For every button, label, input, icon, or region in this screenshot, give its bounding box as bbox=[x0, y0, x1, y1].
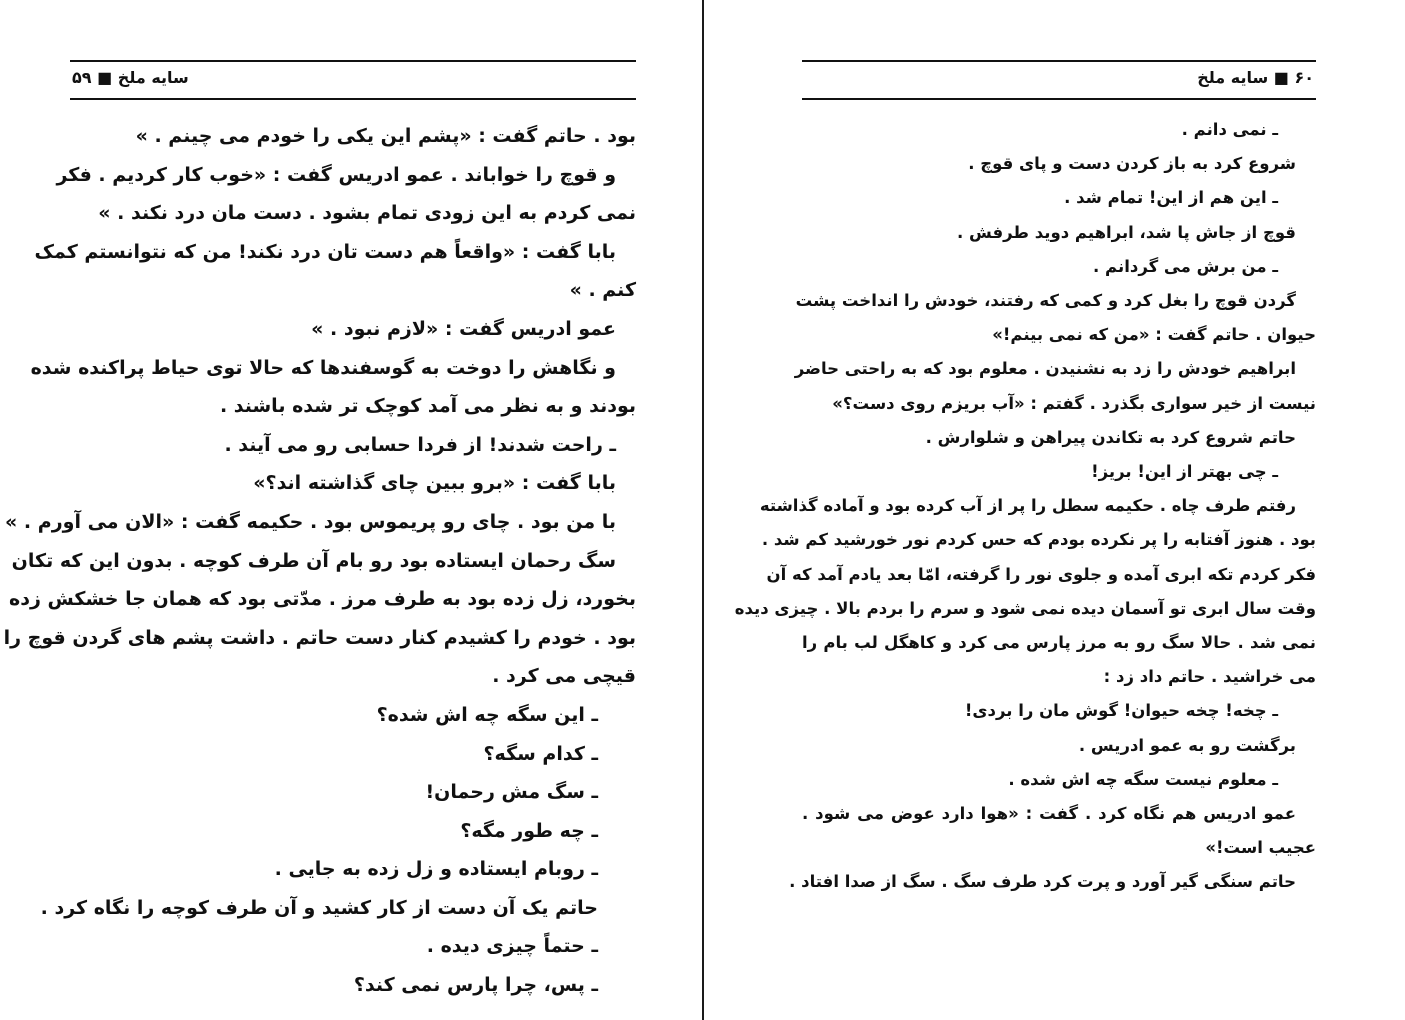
text-line: نمی شد . حالا سگ رو به مرز پارس می کرد و کاهگل لب بام را bbox=[802, 633, 1316, 653]
text-line: بخورد، زل زده بود به طرف مرز . مدّتی بود که همان جا خشکش زده bbox=[9, 588, 636, 611]
header-top-rule bbox=[802, 60, 1316, 62]
text-line: سگ رحمان ایستاده بود رو بام آن طرف کوچه . بدون این که تکان bbox=[11, 549, 616, 572]
text-line: نیست از خیر سواری بگذرد . گفتم : «آب بریزم روی دست؟» bbox=[832, 393, 1316, 413]
right-page bbox=[734, 0, 1316, 1020]
text-line: قوچ از جاش پا شد، ابراهیم دوید طرفش . bbox=[957, 222, 1296, 242]
text-line: بود . هنوز آفتابه را پر نکرده بودم که حس کردم نور خورشید کم شد . bbox=[761, 530, 1316, 550]
book-gutter bbox=[702, 0, 704, 1020]
text-line: ـ نمی دانم . bbox=[1181, 120, 1278, 139]
text-line: حیوان . حاتم گفت : «من که نمی بینم!» bbox=[992, 325, 1316, 345]
text-line: ـ من برش می گردانم . bbox=[1093, 256, 1278, 276]
left-page bbox=[3, 0, 636, 1020]
text-line: کنم . » bbox=[569, 279, 636, 302]
text-line: ـ سگ مش رحمان! bbox=[425, 781, 598, 804]
running-header: ۶۰ ■ سایه ملخ bbox=[1197, 68, 1314, 87]
text-line: فکر کردم تکه ابری آمده و جلوی نور را گرفته، امّا بعد یادم آمد که آن bbox=[766, 564, 1316, 584]
text-line: ـ راحت شدند! از فردا حسابی رو می آیند . bbox=[224, 433, 616, 456]
text-line: ـ این هم از این! تمام شد . bbox=[1064, 188, 1278, 208]
text-line: حاتم شروع کرد به تکاندن پیراهن و شلوارش . bbox=[925, 427, 1296, 447]
text-line: ـ کدام سگه؟ bbox=[483, 742, 598, 765]
running-header: سایه ملخ ■ ۵۹ bbox=[72, 68, 189, 87]
text-line: وقت سال ابری تو آسمان دیده نمی شود و سرم را بردم بالا . چیزی دیده bbox=[734, 598, 1316, 618]
text-line: بودند و به نظر می آمد کوچک تر شده باشند . bbox=[219, 395, 636, 418]
text-line: و نگاهش را دوخت به گوسفندها که حالا توی حیاط پراکنده شده bbox=[30, 356, 616, 379]
text-line: و قوچ را خواباند . عمو ادریس گفت : «خوب کار کردیم . فکر bbox=[56, 163, 616, 186]
text-line: رفتم طرف چاه . حکیمه سطل را پر از آب کرده بود و آماده گذاشته bbox=[759, 496, 1296, 516]
text-line: ـ چی بهتر از این! بریز! bbox=[1091, 462, 1278, 482]
text-line: ـ پس، چرا پارس نمی کند؟ bbox=[353, 974, 598, 997]
text-line: می خراشید . حاتم داد زد : bbox=[1103, 667, 1316, 687]
text-line: ـ معلوم نیست سگه چه اش شده . bbox=[1008, 769, 1278, 789]
text-line: نمی کردم به این زودی تمام بشود . دست مان درد نکند . » bbox=[98, 202, 636, 225]
page-body-text bbox=[3, 117, 636, 1005]
text-line: ـ چخه! چخه حیوان! گوش مان را بردی! bbox=[964, 701, 1278, 721]
text-line: گردن قوچ را بغل کرد و کمی که رفتند، خودش را انداخت پشت bbox=[795, 291, 1296, 311]
text-line: ـ چه طور مگه؟ bbox=[460, 819, 598, 842]
text-line: ـ روبام ایستاده و زل زده به جایی . bbox=[274, 858, 598, 881]
text-line: بابا گفت : «برو ببین چای گذاشته اند؟» bbox=[253, 472, 616, 495]
header-bottom-rule bbox=[70, 98, 636, 100]
text-line: ـ این سگه چه اش شده؟ bbox=[376, 703, 598, 726]
text-line: ـ حتماً چیزی دیده . bbox=[426, 935, 598, 958]
text-line: بابا گفت : «واقعاً هم دست تان درد نکند! من که نتوانستم کمک bbox=[34, 240, 616, 263]
text-line: حاتم سنگی گیر آورد و پرت کرد طرف سگ . سگ از صدا افتاد . bbox=[789, 872, 1296, 892]
text-line: ابراهیم خودش را زد به نشنیدن . معلوم بود که به راحتی حاضر bbox=[794, 359, 1296, 379]
text-line: شروع کرد به باز کردن دست و پای قوچ . bbox=[968, 154, 1296, 174]
text-line: بود . حاتم گفت : «پشم این یکی را خودم می چینم . » bbox=[135, 125, 636, 147]
text-line: عجیب است!» bbox=[1205, 838, 1316, 858]
text-line: برگشت رو به عمو ادریس . bbox=[1078, 735, 1296, 755]
text-line: بود . خودم را کشیدم کنار دست حاتم . داشت پشم های گردن قوچ را bbox=[3, 626, 636, 649]
text-line: با من بود . چای رو پریموس بود . حکیمه گفت : «الان می آورم . » bbox=[5, 510, 616, 533]
page-body-text bbox=[734, 113, 1316, 900]
header-top-rule bbox=[70, 60, 636, 62]
text-line: عمو ادریس گفت : «لازم نبود . » bbox=[311, 317, 616, 340]
text-line: قیچی می کرد . bbox=[492, 665, 636, 688]
header-bottom-rule bbox=[802, 98, 1316, 100]
text-line: حاتم یک آن دست از کار کشید و آن طرف کوچه را نگاه کرد . bbox=[40, 896, 598, 919]
text-line: عمو ادریس هم نگاه کرد . گفت : «هوا دارد عوض می شود . bbox=[802, 804, 1296, 824]
